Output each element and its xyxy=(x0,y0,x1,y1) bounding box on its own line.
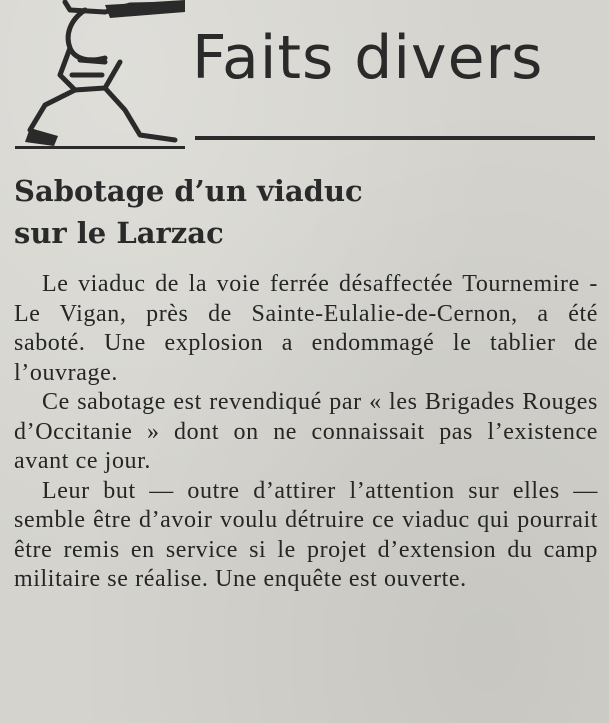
article-body xyxy=(14,270,598,595)
section-heading: Faits divers xyxy=(192,23,544,93)
article-paragraph-2: Ce sabotage est revendiqué par « les Brigades Rouges d’Occitanie » dont on ne connaissait pas l’existence avant ce jour. xyxy=(14,389,598,474)
heading-underline xyxy=(195,136,595,140)
article-paragraph-3: Leur but — outre d’attirer l’attention sur elles — semble être d’avoir voulu détruire ce viaduc qui pourrait être remis en service si le projet d’extension du camp militaire se réalise. Une enquête est ouverte. xyxy=(14,477,598,592)
running-figure-illustration xyxy=(10,0,190,148)
article-paragraph-1: Le viaduc de la voie ferrée désaffectée Tournemire - Le Vigan, près de Sainte-Eulalie-de-Cernon, a été saboté. Une explosion a endommagé le tablier de l’ouvrage. xyxy=(14,271,598,386)
figure-baseline-rule xyxy=(15,146,185,149)
article-title-line-1: Sabotage d’un viaduc xyxy=(14,174,363,208)
article-title xyxy=(14,170,454,254)
article-title-line-2: sur le Larzac xyxy=(14,216,224,250)
